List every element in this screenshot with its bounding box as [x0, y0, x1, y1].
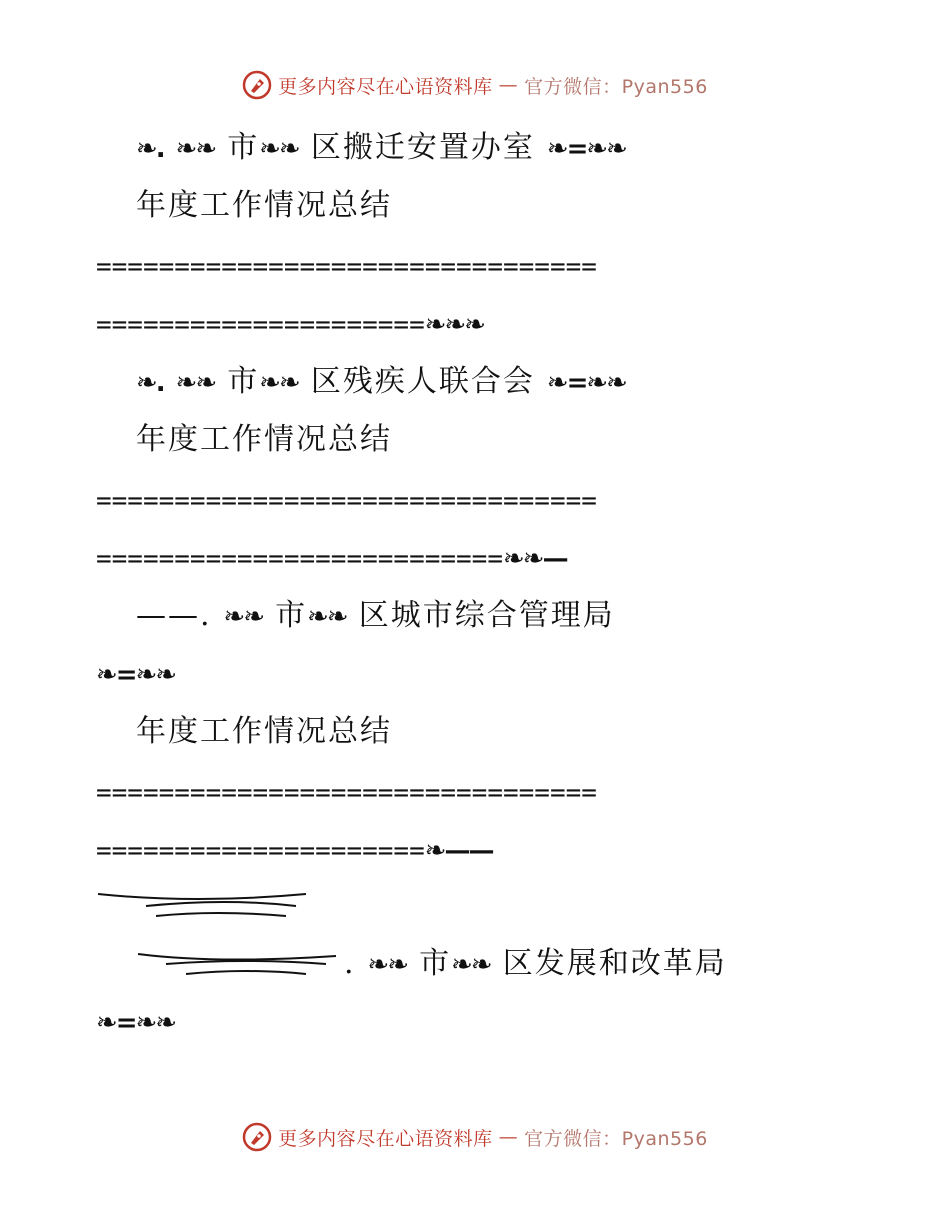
entry-1-rule-line-2: =====================❧❧❧ — [96, 310, 485, 340]
watermark-wechat: 官方微信：Pyan556 — [524, 1127, 708, 1150]
year-ornament: ❧=❧❧ — [546, 134, 626, 164]
watermark-wechat: 官方微信：Pyan556 — [524, 75, 708, 98]
entry-title: 区搬迁安置办室 — [310, 130, 535, 165]
watermark-text-main: 更多内容尽在心语资料库 — [278, 1127, 493, 1150]
blank-ornament: ❧❧ — [175, 368, 216, 398]
blank-ornament: ❧❧ — [175, 134, 216, 164]
header-watermark — [0, 70, 950, 100]
rule-end-ornament: ❧❧— — [503, 544, 567, 574]
pen-nib-logo-icon — [242, 1122, 272, 1152]
entry-4-year-ornament: ❧=❧❧ — [96, 1008, 176, 1038]
blank-ornament: ❧❧ — [451, 950, 491, 980]
entry-2-heading — [136, 362, 626, 403]
entry-2-rule-line-1: ================================ — [96, 486, 597, 516]
city-label: 市 — [227, 364, 260, 399]
entry-title: 区发展和改革局 — [502, 946, 727, 981]
entry-3-year-ornament: ❧=❧❧ — [96, 660, 176, 690]
rule-end-ornament: ❧—— — [424, 836, 493, 866]
city-label: 市 — [227, 130, 260, 165]
rule-end-ornament: ❧❧❧ — [424, 310, 485, 340]
entry-3-rule-line-2: =====================❧—— — [96, 836, 493, 866]
entry-3-heading — [136, 596, 615, 637]
blank-ornament: ❧❧ — [367, 950, 408, 980]
entry-title: 区残疾人联合会 — [310, 364, 535, 399]
watermark-dash: — — [498, 1126, 519, 1148]
city-label: 市 — [275, 598, 308, 633]
entry-1-rule-line-1: ================================ — [96, 252, 597, 282]
entry-3-subtitle: 年度工作情况总结 — [136, 714, 392, 749]
pen-nib-logo-icon — [242, 70, 272, 100]
ornament-glyph: ——. — [136, 598, 212, 633]
ornament-glyph: . — [344, 946, 356, 981]
entry-title: 区城市综合管理局 — [358, 598, 615, 633]
ornament-glyph: ❧. — [136, 368, 164, 398]
watermark-dash: — — [498, 74, 519, 96]
entry-2-subtitle: 年度工作情况总结 — [136, 422, 392, 457]
entry-4-heading — [344, 944, 727, 985]
entry-2-rule-line-2: ==========================❧❧— — [96, 544, 567, 574]
entry-1-heading — [136, 128, 626, 169]
blank-ornament: ❧❧ — [259, 134, 299, 164]
swash-ornament-icon — [96, 888, 311, 928]
entry-1-subtitle: 年度工作情况总结 — [136, 188, 392, 223]
city-label: 市 — [419, 946, 452, 981]
blank-ornament: ❧❧ — [223, 602, 264, 632]
footer-watermark — [0, 1122, 950, 1152]
swash-ornament-icon — [136, 948, 341, 984]
entry-3-rule-line-1: ================================ — [96, 778, 597, 808]
ornament-glyph: ❧. — [136, 134, 164, 164]
year-ornament: ❧=❧❧ — [546, 368, 626, 398]
blank-ornament: ❧❧ — [259, 368, 299, 398]
blank-ornament: ❧❧ — [307, 602, 347, 632]
watermark-text-main: 更多内容尽在心语资料库 — [278, 75, 493, 98]
